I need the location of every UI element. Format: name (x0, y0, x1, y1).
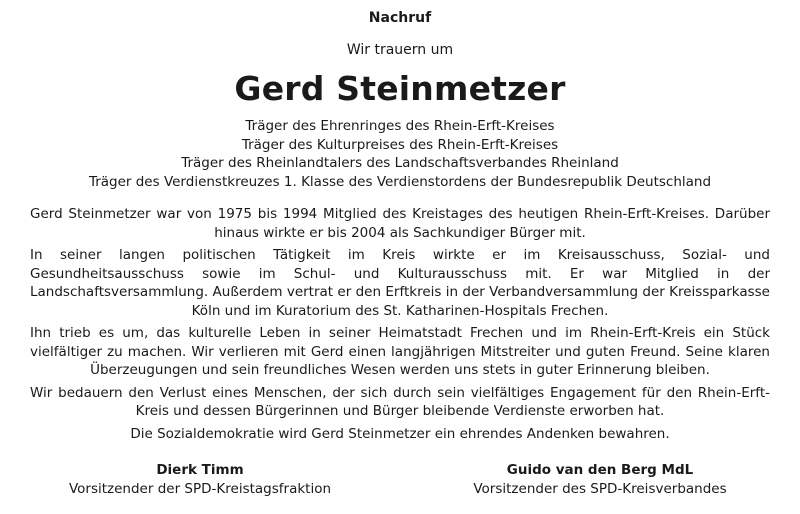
paragraph-loss: Wir bedauern den Verlust eines Menschen, der sich durch sein vielfältiges Engagement für den Rhein-Erft-Kreis und dessen Bürgerinnen und Bürger bleibende Verdienste erworben hat. (30, 384, 770, 419)
paragraph-career: Gerd Steinmetzer war von 1975 bis 1994 Mitglied des Kreistages des heutigen Rhein-Erft-Kreises. Darüber hinaus wirkte er bis 2004 als Sachkundiger Bürger mit. (30, 206, 770, 241)
signature-left (0, 461, 400, 499)
honor-item: Träger des Ehrenringes des Rhein-Erft-Kreises (245, 118, 555, 134)
signatory-name: Dierk Timm (156, 462, 244, 478)
paragraph-activities: In seiner langen politischen Tätigkeit im Kreis wirkte er im Kreisausschuss, Sozial- und Gesundheitsausschuss sowie im Schul- und Kulturausschuss mit. Er war Mitglied in der Landschaftsversammlung. Außerdem vertrat er den Erftkreis in der Verbandversammlung der Kreissparkasse Köln und im Kuratorium des St. Katharinen-Hospitals Frechen. (30, 247, 770, 319)
signatory-title: Vorsitzender des SPD-Kreisverbandes (473, 481, 727, 497)
honor-item: Träger des Kulturpreises des Rhein-Erft-Kreises (241, 136, 559, 153)
signature-right (400, 461, 800, 499)
signatory-title: Vorsitzender der SPD-Kreistagsfraktion (68, 481, 332, 497)
honors-list (30, 117, 770, 191)
paragraph-culture: Ihn trieb es um, das kulturelle Leben in seiner Heimatstadt Frechen und im Rhein-Erft-Kreis ein Stück vielfältiger zu machen. Wir verlieren mit Gerd einen langjährigen Mitstreiter und guten Freund. Seine klaren Überzeugungen und sein freundliches Wesen werden uns stets in guter Erinnerung bleiben. (30, 325, 770, 378)
honor-item: Träger des Rheinlandtalers des Landschaftsverbandes Rheinland (181, 155, 619, 171)
signatory-name: Guido van den Berg MdL (506, 462, 694, 478)
obituary-body (30, 205, 770, 443)
notice-heading: Nachruf (368, 10, 432, 26)
honor-item: Träger des Verdienstkreuzes 1. Klasse des Verdienstordens der Bundesrepublik Deutschland (88, 173, 712, 190)
deceased-name: Gerd Steinmetzer (234, 69, 566, 108)
signature-block (0, 461, 800, 499)
intro-line: Wir trauern um (346, 42, 454, 58)
paragraph-closing: Die Sozialdemokratie wird Gerd Steinmetzer ein ehrendes Andenken bewahren. (130, 425, 670, 442)
